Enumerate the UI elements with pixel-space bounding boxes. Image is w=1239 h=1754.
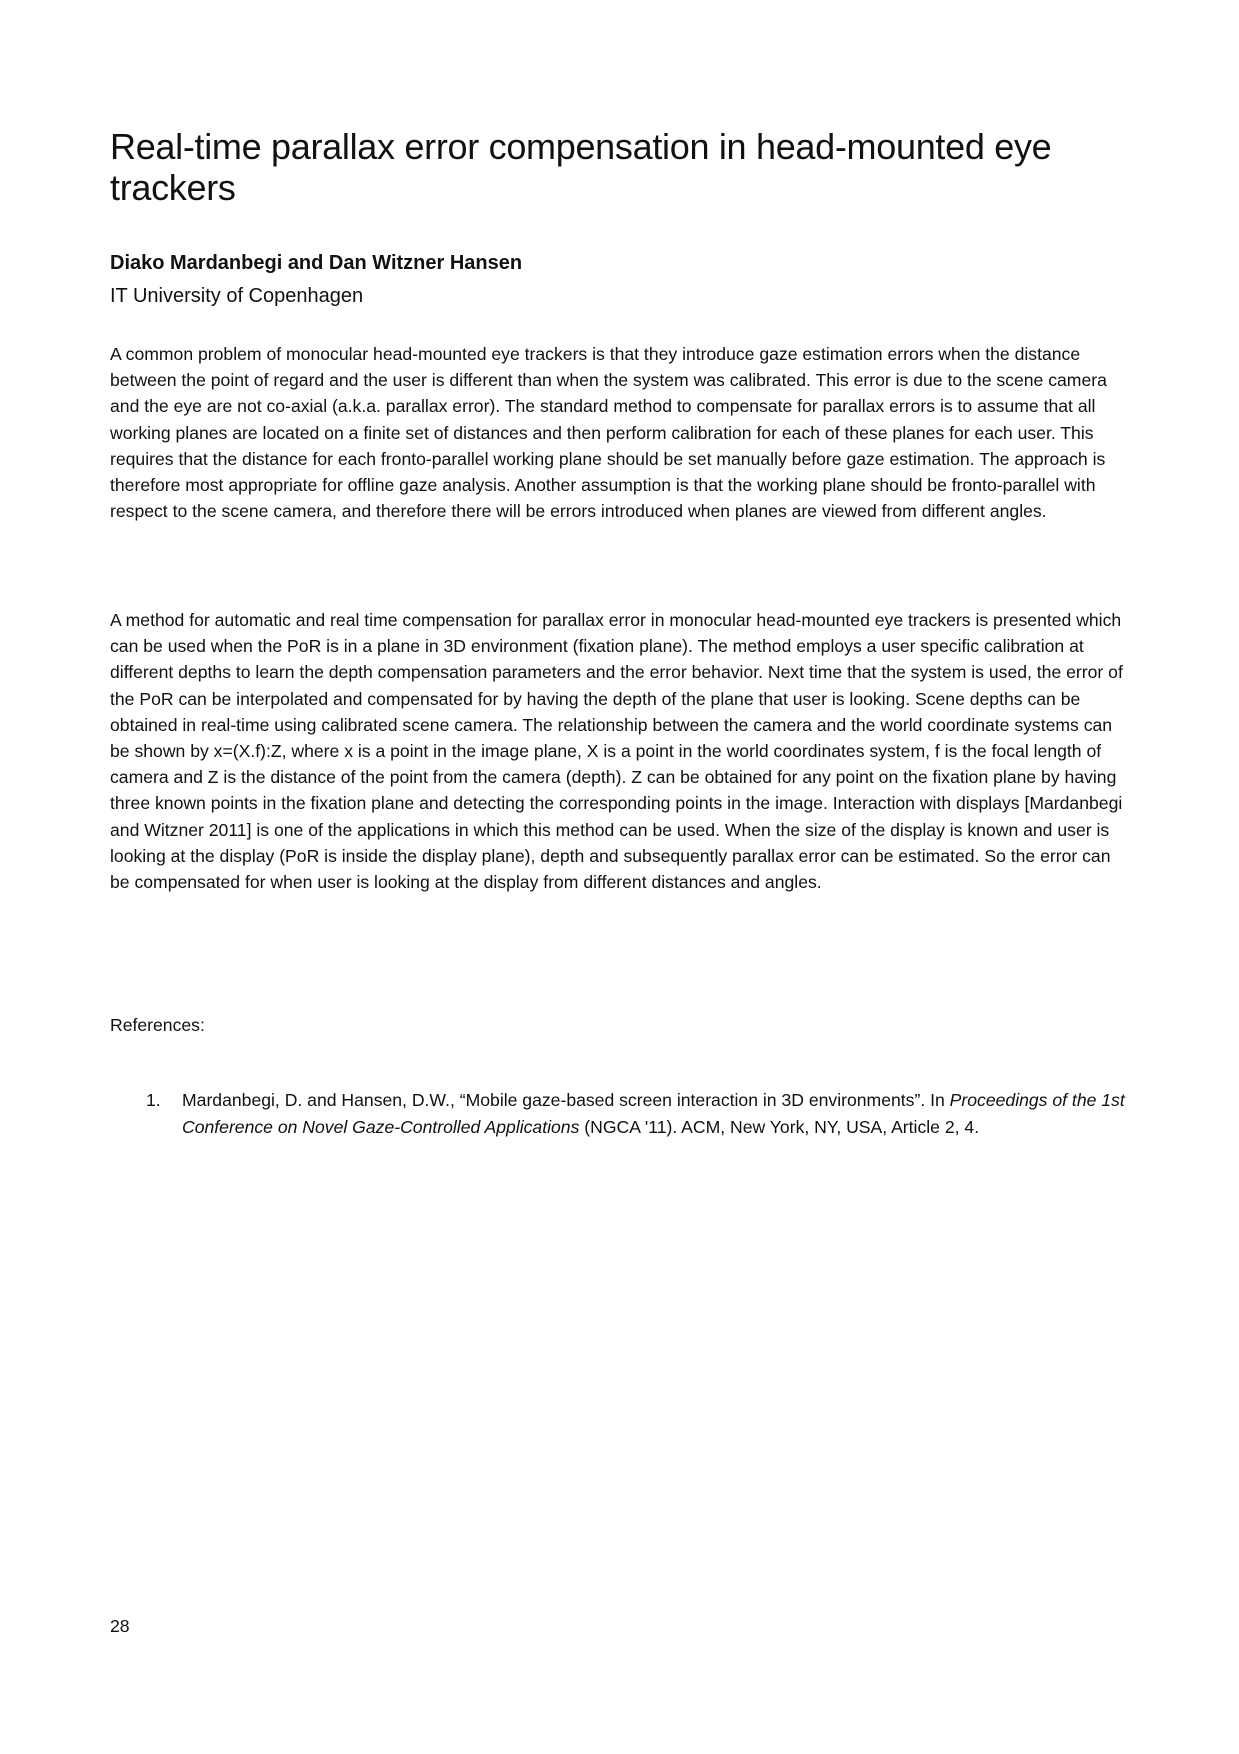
- reference-authors-title: Mardanbegi, D. and Hansen, D.W., “Mobile gaze-based screen interaction in 3D environments”. In: [182, 1090, 950, 1110]
- author-names: Diako Mardanbegi and Dan Witzner Hansen: [110, 252, 523, 274]
- abstract-paragraph-1: A common problem of monocular head-mounted eye trackers is that they introduce gaze estimation errors when the distance between the point of regard and the user is different than when the system was calibrated. This error is due to the scene camera and the eye are not co-axial (a.k.a. parallax error). The standard method to compensate for parallax errors is to assume that all working planes are located on a finite set of distances and then perform calibration for each of these planes for each user. This requires that the distance for each fronto-parallel working plane should be set manually before gaze estimation. The approach is therefore most appropriate for offline gaze analysis. Another assumption is that the working plane should be fronto-parallel with respect to the scene camera, and therefore there will be errors introduced when planes are viewed from different angles.: [110, 344, 1107, 522]
- references-heading: References:: [110, 1015, 205, 1035]
- reference-venue: Proceedings of the 1st Conference on Novel Gaze-Controlled Applications: [182, 1090, 1125, 1137]
- paper-title: Real-time parallax error compensation in head-mounted eye trackers: [110, 126, 1052, 208]
- reference-number: 1.: [146, 1090, 161, 1110]
- abstract-paragraph-2: A method for automatic and real time compensation for parallax error in monocular head-mounted eye trackers is presented which can be used when the PoR is in a plane in 3D environment (fixation plane). The method employs a user specific calibration at different depths to learn the depth compensation parameters and the error behavior. Next time that the system is used, the error of the PoR can be interpolated and compensated for by having the depth of the plane that user is looking. Scene depths can be obtained in real-time using calibrated scene camera. The relationship between the camera and the world coordinate systems can be shown by x=(X.f):Z, where x is a point in the image plane, X is a point in the world coordinates system, f is the focal length of camera and Z is the distance of the point from the camera (depth). Z can be obtained for any point on the fixation plane by having three known points in the fixation plane and detecting the corresponding points in the image. Interaction with displays [Mardanbegi and Witzner 2011] is one of the applications in which this method can be used. When the size of the display is known and user is looking at the display (PoR is inside the display plane), depth and subsequently parallax error can be estimated. So the error can be compensated for when user is looking at the display from different distances and angles.: [110, 610, 1123, 893]
- author-affiliation: IT University of Copenhagen: [110, 285, 364, 307]
- reference-publication-details: (NGCA '11). ACM, New York, NY, USA, Article 2, 4.: [579, 1116, 980, 1137]
- reference-list: [110, 1087, 1130, 1140]
- reference-item: [110, 1087, 1130, 1140]
- page-number: 28: [110, 1616, 130, 1636]
